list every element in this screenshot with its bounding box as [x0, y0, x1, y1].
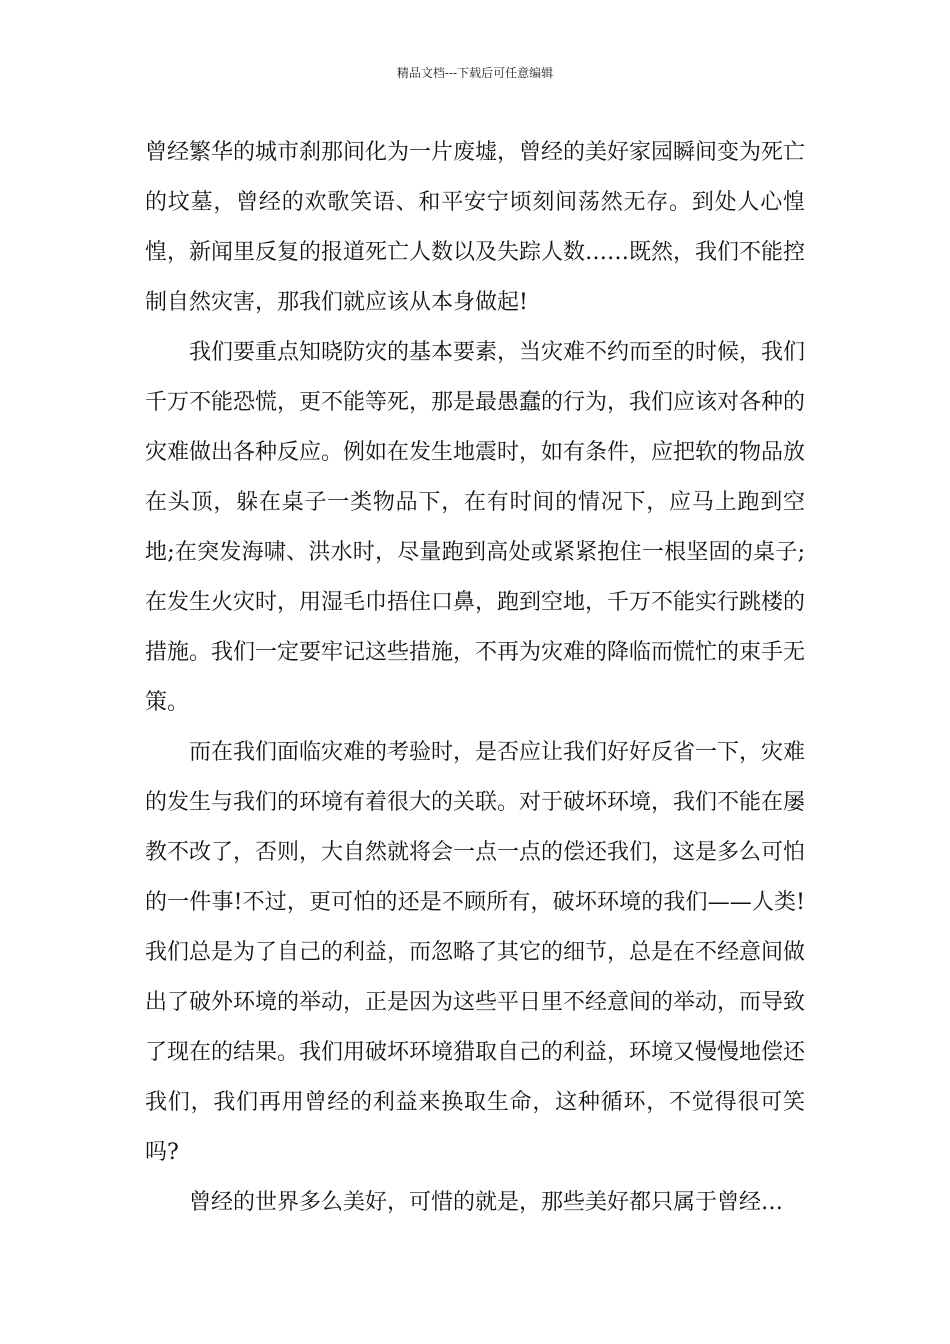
document-body	[145, 128, 805, 1228]
paragraph-4: 曾经的世界多么美好，可惜的就是，那些美好都只属于曾经…	[189, 1190, 784, 1215]
paragraph-2: 我们要重点知晓防灾的基本要素，当灾难不约而至的时候，我们千万不能恐慌，更不能等死，那是最愚蠢的行为，我们应该对各种的灾难做出各种反应。例如在发生地震时，如有条件，应把软的物品放在头顶，躲在桌子一类物品下，在有时间的情况下，应马上跑到空地;在突发海啸、洪水时，尽量跑到高处或紧紧抱住一根坚固的桌子;在发生火灾时，用湿毛巾捂住口鼻，跑到空地，千万不能实行跳楼的措施。我们一定要牢记这些措施，不再为灾难的降临而慌忙的束手无策。	[145, 340, 806, 715]
paragraph-1: 曾经繁华的城市刹那间化为一片废墟，曾经的美好家园瞬间变为死亡的坟墓，曾经的欢歌笑语、和平安宁顷刻间荡然无存。到处人心惶惶，新闻里反复的报道死亡人数以及失踪人数……既然，我们不能控制自然灾害，那我们就应该从本身做起!	[145, 140, 806, 315]
page-header: 精品文档---下载后可任意编辑	[396, 66, 554, 80]
paragraph-3: 而在我们面临灾难的考验时，是否应让我们好好反省一下，灾难的发生与我们的环境有着很大的关联。对于破坏环境，我们不能在屡教不改了，否则，大自然就将会一点一点的偿还我们，这是多么可怕的一件事!不过，更可怕的还是不顾所有，破坏环境的我们——人类!我们总是为了自己的利益，而忽略了其它的细节，总是在不经意间做出了破外环境的举动，正是因为这些平日里不经意间的举动，而导致了现在的结果。我们用破坏环境猎取自己的利益，环境又慢慢地偿还我们，我们再用曾经的利益来换取生命，这种循环，不觉得很可笑吗?	[145, 740, 806, 1165]
